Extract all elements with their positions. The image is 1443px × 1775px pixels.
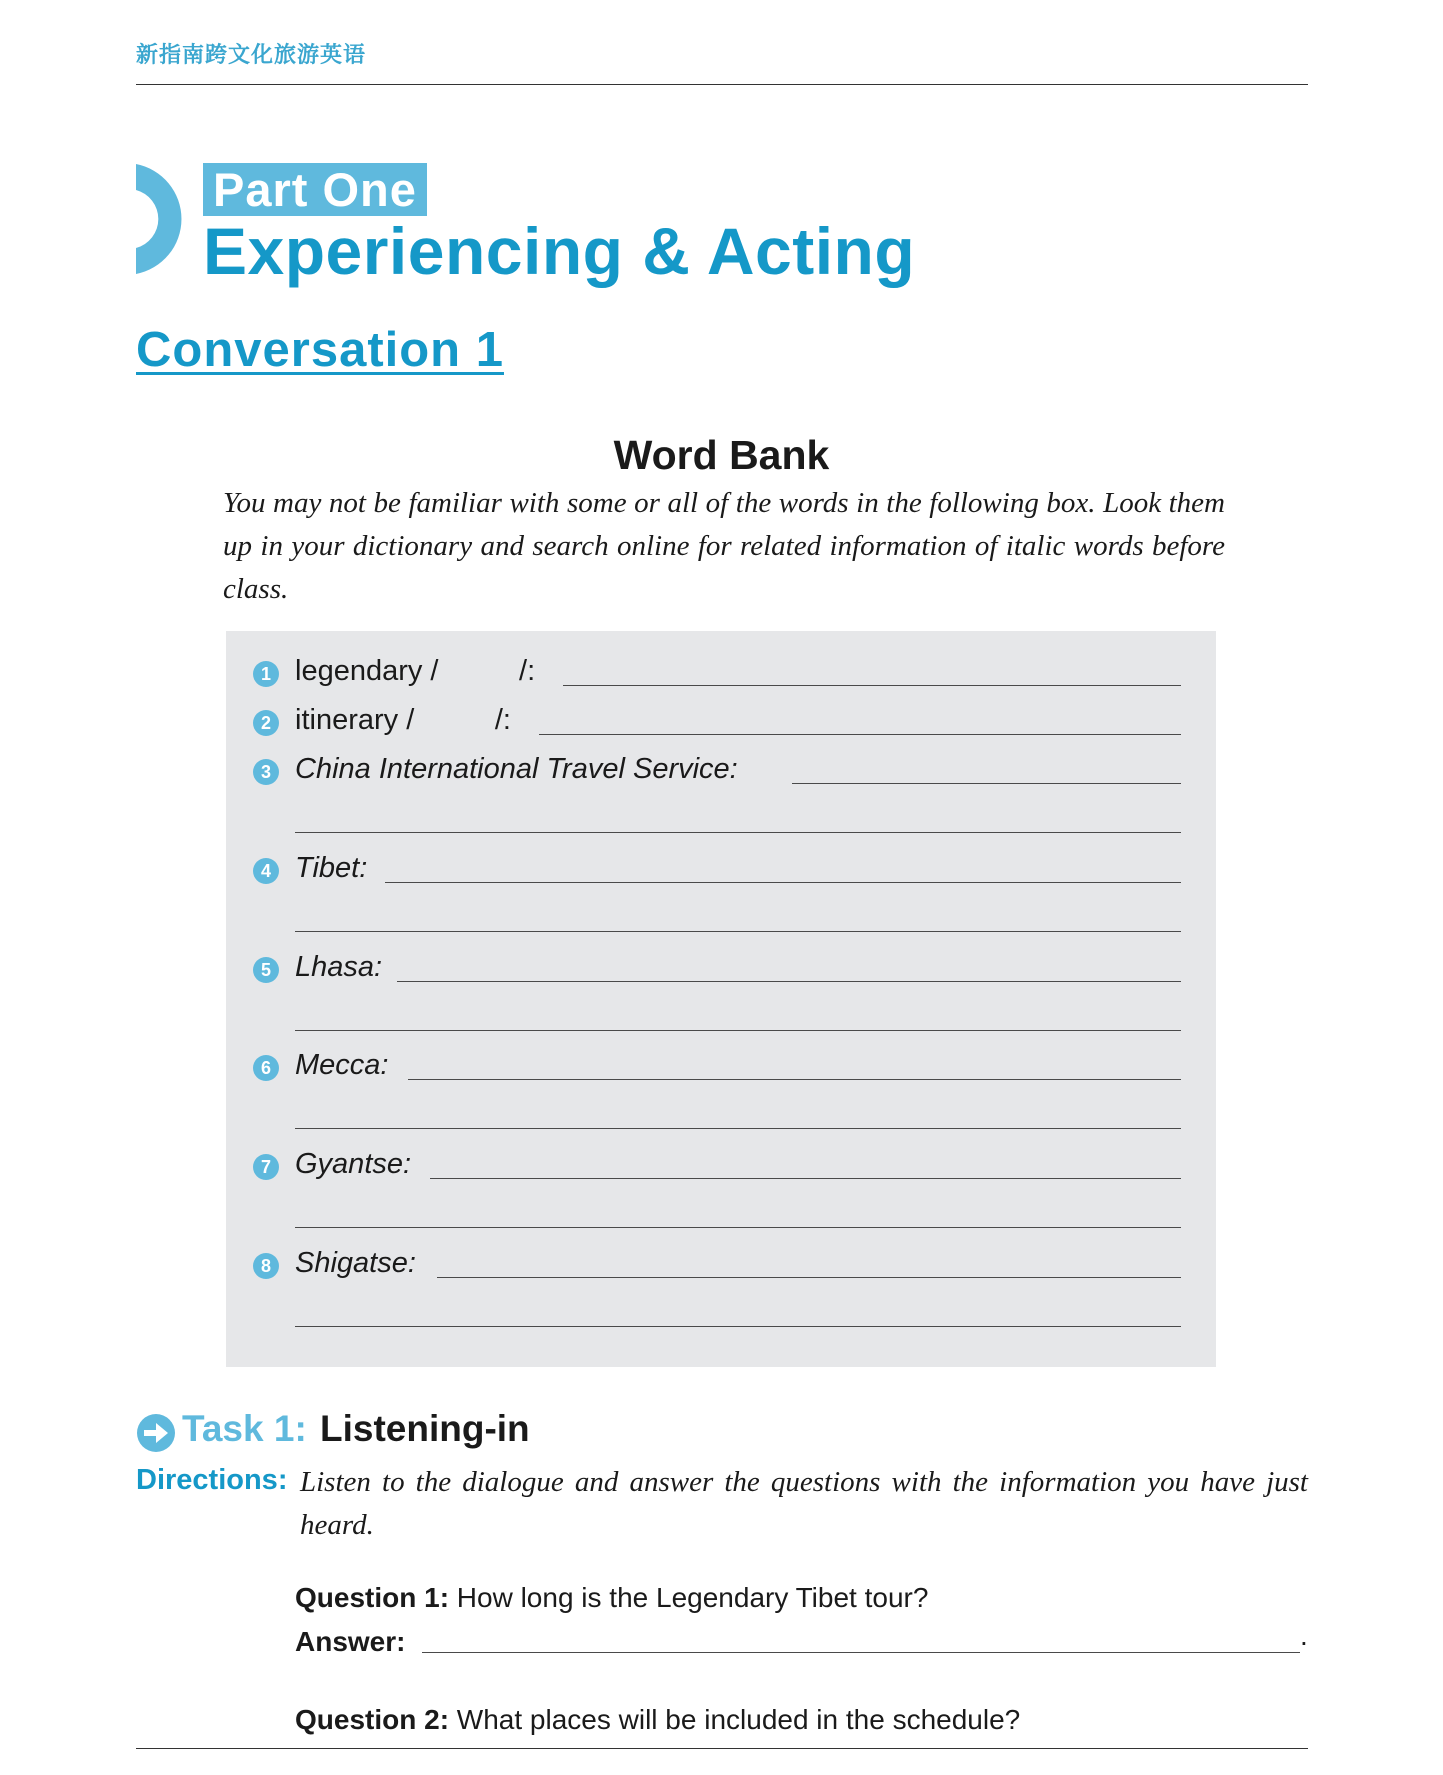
- word-bank-title: Word Bank: [613, 432, 830, 478]
- answer-blank[interactable]: [792, 783, 1181, 784]
- answer-blank[interactable]: [385, 882, 1181, 883]
- word-bank-term: legendary / /:: [295, 655, 536, 687]
- task-arrow-icon: [136, 1413, 176, 1453]
- answer-blank[interactable]: [539, 734, 1181, 735]
- task-title: Listening-in: [320, 1408, 530, 1449]
- answer-blank[interactable]: [295, 931, 1181, 932]
- word-bank-term: Gyantse:: [295, 1148, 412, 1180]
- word-bank-term: Lhasa:: [295, 951, 383, 983]
- answer-1-blank[interactable]: [422, 1652, 1300, 1653]
- directions-label: Directions:: [136, 1464, 288, 1496]
- answer-blank[interactable]: [295, 1030, 1181, 1031]
- answer-label: Answer:: [295, 1626, 406, 1657]
- part-title: Experiencing & Acting: [203, 214, 916, 288]
- answer-blank[interactable]: [295, 1128, 1181, 1129]
- answer-blank[interactable]: [563, 685, 1181, 686]
- word-bank-term: China International Travel Service:: [295, 753, 738, 785]
- footer-rule: [136, 1748, 1308, 1749]
- answer-blank[interactable]: [295, 832, 1181, 833]
- answer-period: .: [1300, 1620, 1308, 1651]
- word-bank-term: Tibet:: [295, 852, 368, 884]
- word-bank-term: itinerary / /:: [295, 704, 511, 736]
- directions-text: Listen to the dialogue and answer the questions with the information you have just heard.: [300, 1466, 1308, 1541]
- word-bank-term: Mecca:: [295, 1049, 389, 1081]
- item-number-badge: 6: [253, 1055, 279, 1081]
- answer-blank[interactable]: [430, 1178, 1181, 1179]
- answer-blank[interactable]: [408, 1079, 1181, 1080]
- item-number-badge: 5: [253, 957, 279, 983]
- answer-blank[interactable]: [295, 1227, 1181, 1228]
- item-number-badge: 3: [253, 759, 279, 785]
- question-2-label: Question 2:: [295, 1704, 450, 1735]
- item-number-badge: 7: [253, 1154, 279, 1180]
- item-number-badge: 4: [253, 858, 279, 884]
- item-number-badge: 8: [253, 1253, 279, 1279]
- item-number-badge: 1: [253, 661, 279, 687]
- answer-blank[interactable]: [437, 1277, 1181, 1278]
- conversation-title: Conversation 1: [136, 323, 504, 377]
- task-label: Task 1:: [182, 1408, 307, 1449]
- part-badge: Part One: [203, 163, 427, 216]
- header-rule: [136, 84, 1308, 85]
- question-1-label: Question 1:: [295, 1582, 450, 1613]
- word-bank-intro: You may not be familiar with some or all of the words in the following box. Look them up in your dictionary and search online for related information of italic words before class.: [223, 487, 1225, 605]
- answer-blank[interactable]: [397, 981, 1181, 982]
- question-2-text: What places will be included in the schedule?: [449, 1704, 1021, 1735]
- word-bank-term: Shigatse:: [295, 1247, 416, 1279]
- question-2: [295, 1704, 1020, 1736]
- question-1: [295, 1582, 928, 1614]
- answer-blank[interactable]: [295, 1326, 1181, 1327]
- running-head: 新指南跨文化旅游英语: [136, 43, 367, 68]
- item-number-badge: 2: [253, 710, 279, 736]
- question-1-text: How long is the Legendary Tibet tour?: [449, 1582, 929, 1613]
